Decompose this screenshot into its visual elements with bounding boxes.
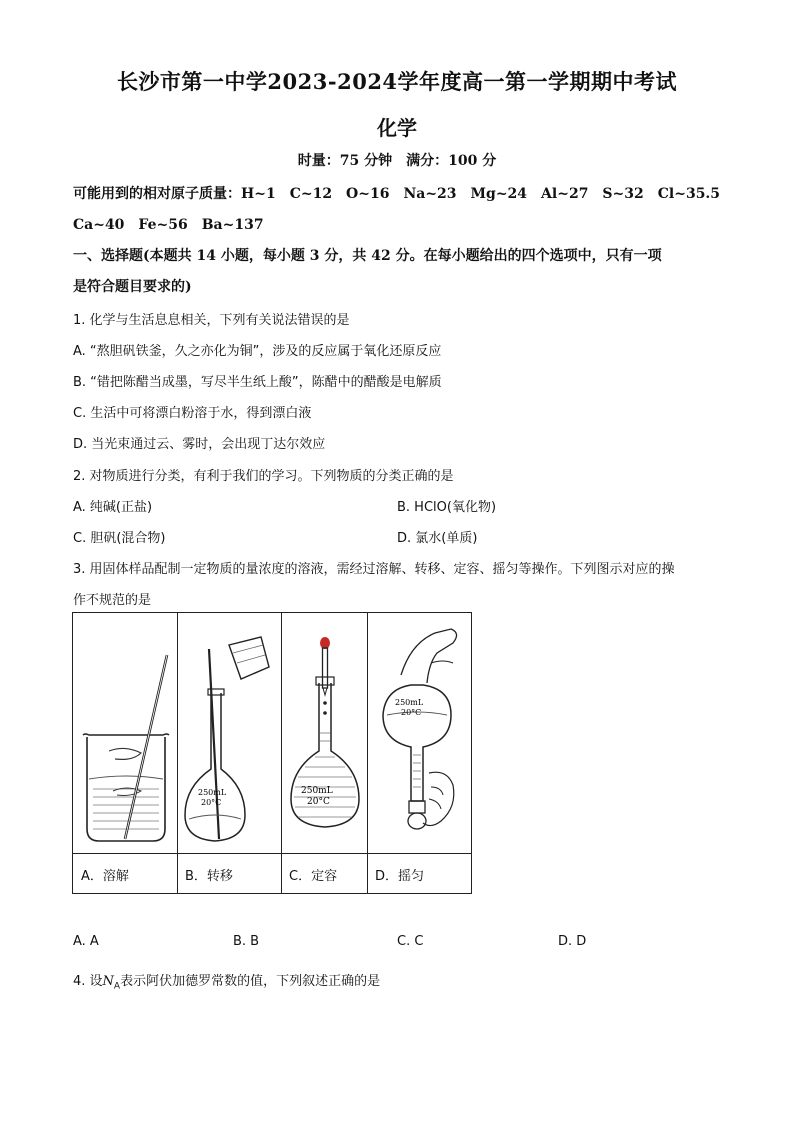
q3-option-b: B. B xyxy=(233,934,260,949)
figure-caption-a: A．溶解 xyxy=(81,869,129,884)
flask-make-up-volume-image xyxy=(285,633,365,849)
flask-shake-image xyxy=(371,623,471,849)
q1-option-c: C. 生活中可将漂白粉溶于水，得到漂白液 xyxy=(73,406,312,421)
q4-stem: 4. 设$N_A$表示阿伏加德罗常数的值，下列叙述正确的是 xyxy=(73,974,381,992)
q1-stem: 1. 化学与生活息息相关，下列有关说法错误的是 xyxy=(73,313,350,328)
q1-option-a: A. “熬胆矾铁釜，久之亦化为铜”，涉及的反应属于氧化还原反应 xyxy=(73,344,442,359)
figure-caption-b: B．转移 xyxy=(185,869,233,884)
figure-caption-d: D．摇匀 xyxy=(375,869,425,884)
section-heading-line-2: 是符合题目要求的) xyxy=(73,279,192,295)
q3-option-a: A. A xyxy=(73,934,99,949)
q3-stem-line-2: 作不规范的是 xyxy=(73,593,152,608)
section-heading-line-1: 一、选择题(本题共 14 小题，每小题 3 分，共 42 分。在每小题给出的四个选项中，只有一项 xyxy=(73,248,662,264)
flask-transfer-image xyxy=(181,619,277,851)
q3-option-d: D. D xyxy=(558,934,587,949)
time-and-score: 时量：75 分钟 满分：100 分 xyxy=(297,153,497,169)
q1-option-d: D. 当光束通过云、雾时，会出现丁达尔效应 xyxy=(73,437,326,452)
atomic-mass-line-1: 可能用到的相对原子质量：H~1 C~12 O~16 Na~23 Mg~24 Al~27 S~32 Cl~35.5 xyxy=(73,186,721,202)
exam-subject: 化学 xyxy=(377,116,417,140)
q3-stem-line-1: 3. 用固体样品配制一定物质的量浓度的溶液，需经过溶解、转移、定容、摇匀等操作。下列图示对应的操 xyxy=(73,562,675,577)
q1-option-b: B. “错把陈醋当成墨，写尽半生纸上酸”，陈醋中的醋酸是电解质 xyxy=(73,375,442,390)
q3-figure-table xyxy=(72,612,472,894)
q2-stem: 2. 对物质进行分类，有利于我们的学习。下列物质的分类正确的是 xyxy=(73,469,454,484)
svg-text:250mL: 250mL xyxy=(301,786,333,796)
q2-option-b: B. HClO(氧化物) xyxy=(397,500,497,515)
figure-caption-c: C．定容 xyxy=(289,869,338,884)
q2-option-c: C. 胆矾(混合物) xyxy=(73,531,166,546)
avogadro-symbol: N xyxy=(102,974,114,989)
q2-option-d: D. 氯水(单质) xyxy=(397,531,478,546)
svg-text:250mL: 250mL xyxy=(395,698,424,707)
svg-text:20°C: 20°C xyxy=(401,708,422,717)
atomic-mass-line-2: Ca~40 Fe~56 Ba~137 xyxy=(73,217,264,233)
svg-text:250mL: 250mL xyxy=(198,788,227,797)
q3-option-c: C. C xyxy=(397,934,424,949)
svg-text:20°C: 20°C xyxy=(201,798,222,807)
q2-option-a: A. 纯碱(正盐) xyxy=(73,500,153,515)
svg-text:20°C: 20°C xyxy=(307,797,330,807)
beaker-dissolve-image xyxy=(79,649,175,849)
exam-title: 长沙市第一中学2023-2024学年度高一第一学期期中考试 xyxy=(116,69,678,94)
